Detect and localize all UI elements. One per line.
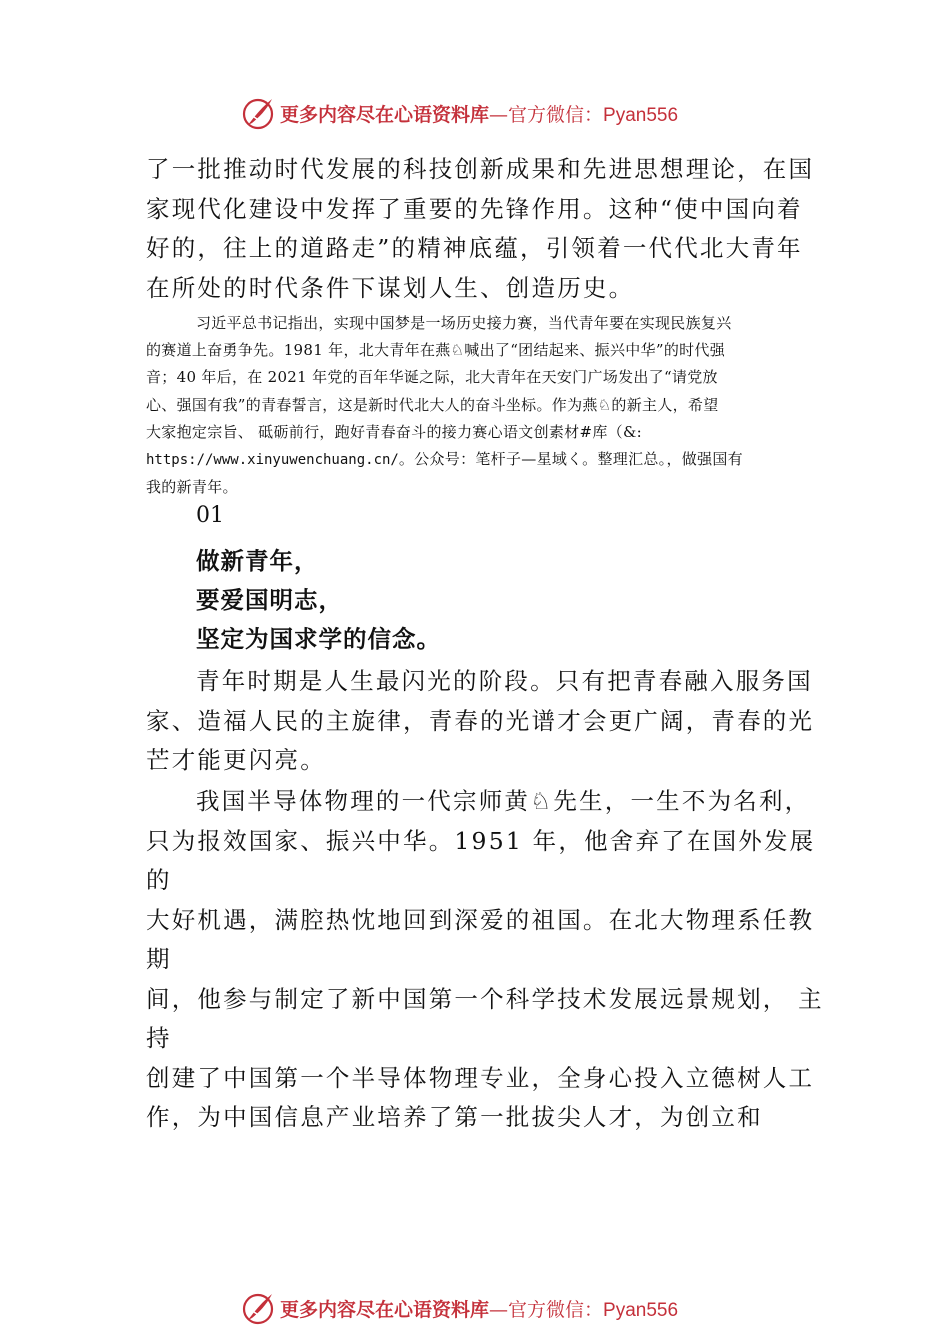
section-number: 01 xyxy=(196,503,224,528)
text-line: 创建了中国第一个半导体物理专业，全身心投入立德树人工 xyxy=(146,1063,815,1092)
text-line: 我国半导体物理的一代宗师黄♘先生，一生不为名利， xyxy=(196,787,811,815)
text-line: 心、强国有我”的青春誓言，这是新时代北大人的奋斗坐标。作为燕♘的新主人，希望 xyxy=(146,395,719,414)
text-line: 青年时期是人生最闪光的阶段。只有把青春融入服务国 xyxy=(196,667,813,695)
banner-wechat-label: 官方微信： xyxy=(508,103,604,126)
heading-line: 要爱国明志， xyxy=(196,586,343,614)
banner-text xyxy=(280,100,678,127)
banner-dash: — xyxy=(489,1298,509,1321)
banner-wechat-id: Pyan556 xyxy=(603,104,679,126)
banner-wechat-id: Pyan556 xyxy=(603,1299,679,1321)
heading-line: 坚定为国求学的信念。 xyxy=(196,625,441,653)
footer-banner xyxy=(0,1290,950,1330)
quill-logo-icon xyxy=(240,95,276,131)
section-heading xyxy=(196,542,441,659)
text-line: 大好机遇，满腔热忱地回到深爱的祖国。在北大物理系任教期 xyxy=(146,905,815,973)
text-line: 大家抱定宗旨、 砥砺前行，跑好青春奋斗的接力赛心语文创素材#库（&: xyxy=(146,422,642,441)
banner-brand: 更多内容尽在心语资料库 xyxy=(280,1298,490,1321)
banner-dash: — xyxy=(489,103,509,126)
text-line: 的赛道上奋勇争先。1981 年，北大青年在燕♘喊出了“团结起来、振兴中华”的时代强 xyxy=(146,341,726,360)
paragraph-4 xyxy=(146,782,836,1138)
text-line: 了一批推动时代发展的科技创新成果和先进思想理论，在国 xyxy=(146,155,815,183)
text-line: 家、造福人民的主旋律，青春的光谱才会更广阔，青春的光 xyxy=(146,706,815,735)
text-line: 作，为中国信息产业培养了第一批拔尖人才，为创立和 xyxy=(146,1103,763,1131)
header-banner xyxy=(0,95,950,135)
text-line: 习近平总书记指出，实现中国梦是一场历史接力赛，当代青年要在实现民族复兴 xyxy=(196,314,732,332)
url-tail: 。公众号：笔杆子—星域く。整理汇总。，做强国有 xyxy=(398,450,743,469)
text-line: 好的，往上的道路走”的精神底蕴，引领着一代代北大青年 xyxy=(146,234,803,262)
paragraph-3 xyxy=(146,662,836,781)
text-line: 芒才能更闪亮。 xyxy=(146,746,326,774)
banner-text xyxy=(280,1295,678,1322)
heading-line: 做新青年， xyxy=(196,547,319,575)
banner-brand: 更多内容尽在心语资料库 xyxy=(280,103,490,126)
text-line: 音；40 年后，在 2021 年党的百年华诞之际，北大青年在天安门广场发出了“请党放 xyxy=(146,368,718,387)
banner-wechat-label: 官方微信： xyxy=(508,1298,604,1321)
source-url: https://www.xinyuwenchuang.cn/ xyxy=(146,452,399,469)
text-line: 在所处的时代条件下谋划人生、创造历史。 xyxy=(146,273,635,302)
quill-logo-icon xyxy=(240,1290,276,1326)
text-line-url xyxy=(146,446,836,474)
text-line: 只为报效国家、振兴中华。1951 年，他舍弃了在国外发展的 xyxy=(146,826,816,894)
paragraph-1 xyxy=(146,150,836,308)
text-line: 家现代化建设中发挥了重要的先锋作用。这种“使中国向着 xyxy=(146,194,803,223)
paragraph-2 xyxy=(146,310,836,501)
text-line: 间，他参与制定了新中国第一个科学技术发展远景规划， 主持 xyxy=(146,984,824,1052)
text-line: 我的新青年。 xyxy=(146,478,238,497)
